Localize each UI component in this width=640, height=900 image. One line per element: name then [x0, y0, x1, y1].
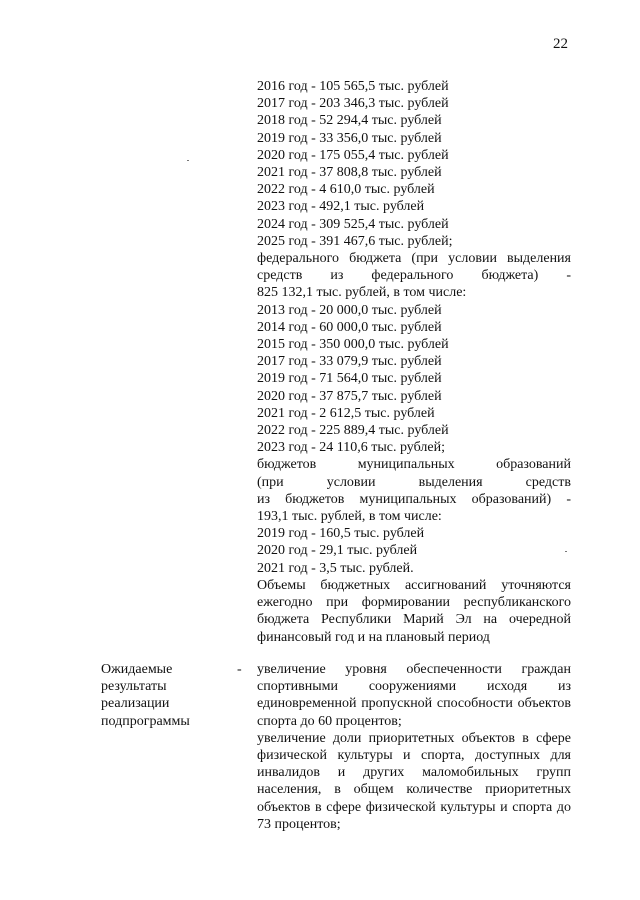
- funding-line: 2013 год - 20 000,0 тыс. рублей: [257, 302, 442, 318]
- funding-line: 2016 год - 105 565,5 тыс. рублей: [257, 79, 449, 94]
- label-dash: -: [237, 662, 242, 677]
- funding-line: 2021 год - 3,5 тыс. рублей.: [257, 560, 414, 576]
- funding-line: 2021 год - 2 612,5 тыс. рублей: [257, 405, 435, 421]
- funding-line: 2023 год - 24 110,6 тыс. рублей;: [257, 440, 445, 456]
- federal-intro-line: средств из федерального бюджета) -: [257, 268, 571, 284]
- funding-line: 2025 год - 391 467,6 тыс. рублей;: [257, 233, 453, 249]
- funding-line: 2022 год - 4 610,0 тыс. рублей: [257, 182, 435, 198]
- funding-line: 2023 год - 492,1 тыс. рублей: [257, 199, 425, 215]
- municipal-intro-line: 193,1 тыс. рублей, в том числе:: [257, 509, 442, 525]
- funding-line: 2018 год - 52 294,4 тыс. рублей: [257, 113, 442, 129]
- municipal-intro-line: бюджетов муниципальных образований: [257, 457, 571, 473]
- expected-results-label: Ожидаемые результаты реализации подпрограммы: [101, 662, 190, 729]
- funding-line: 2019 год - 33 356,0 тыс. рублей: [257, 130, 442, 146]
- funding-line: 2024 год - 309 525,4 тыс. рублей: [257, 216, 449, 232]
- federal-intro-line: 825 132,1 тыс. рублей, в том числе:: [257, 285, 467, 301]
- funding-line: 2017 год - 203 346,3 тыс. рублей: [257, 96, 449, 112]
- municipal-intro-line: из бюджетов муниципальных образований) -: [257, 491, 571, 507]
- expected-result-item: увеличение доли приоритетных объектов в сфере физической культуры и спорта, доступных для инвалидов и других маломобильных групп населения, в общем количестве приоритетных объектов в сфере физической культуры и спорта до 73 процентов;: [257, 730, 571, 832]
- expected-result-item: увеличение уровня обеспеченности граждан спортивными сооружениями исходя из единовременной пропускной способности объектов спорта до 60 процентов;: [257, 662, 571, 729]
- municipal-intro-line: (при условии выделения средств: [257, 474, 571, 490]
- funding-note: Объемы бюджетных ассигнований уточняются ежегодно при формировании республиканского бюджета Республики Марий Эл на очередной финансовый год и на плановый период: [257, 577, 571, 645]
- scan-speck: [187, 160, 189, 161]
- federal-intro-line: федерального бюджета (при условии выделения: [257, 251, 571, 267]
- funding-line: 2015 год - 350 000,0 тыс. рублей: [257, 337, 449, 353]
- funding-line: 2014 год - 60 000,0 тыс. рублей: [257, 319, 442, 335]
- funding-line: 2022 год - 225 889,4 тыс. рублей: [257, 423, 449, 439]
- funding-line: 2020 год - 37 875,7 тыс. рублей: [257, 388, 442, 404]
- funding-block: [257, 78, 571, 646]
- page-number: 22: [553, 36, 568, 52]
- funding-line: 2019 год - 71 564,0 тыс. рублей: [257, 371, 442, 387]
- funding-line: 2020 год - 29,1 тыс. рублей: [257, 543, 418, 559]
- funding-line: 2019 год - 160,5 тыс. рублей: [257, 526, 425, 542]
- funding-line: 2021 год - 37 808,8 тыс. рублей: [257, 165, 442, 181]
- expected-results-block: [257, 661, 571, 833]
- funding-line: 2020 год - 175 055,4 тыс. рублей: [257, 147, 449, 163]
- funding-line: 2017 год - 33 079,9 тыс. рублей: [257, 354, 442, 370]
